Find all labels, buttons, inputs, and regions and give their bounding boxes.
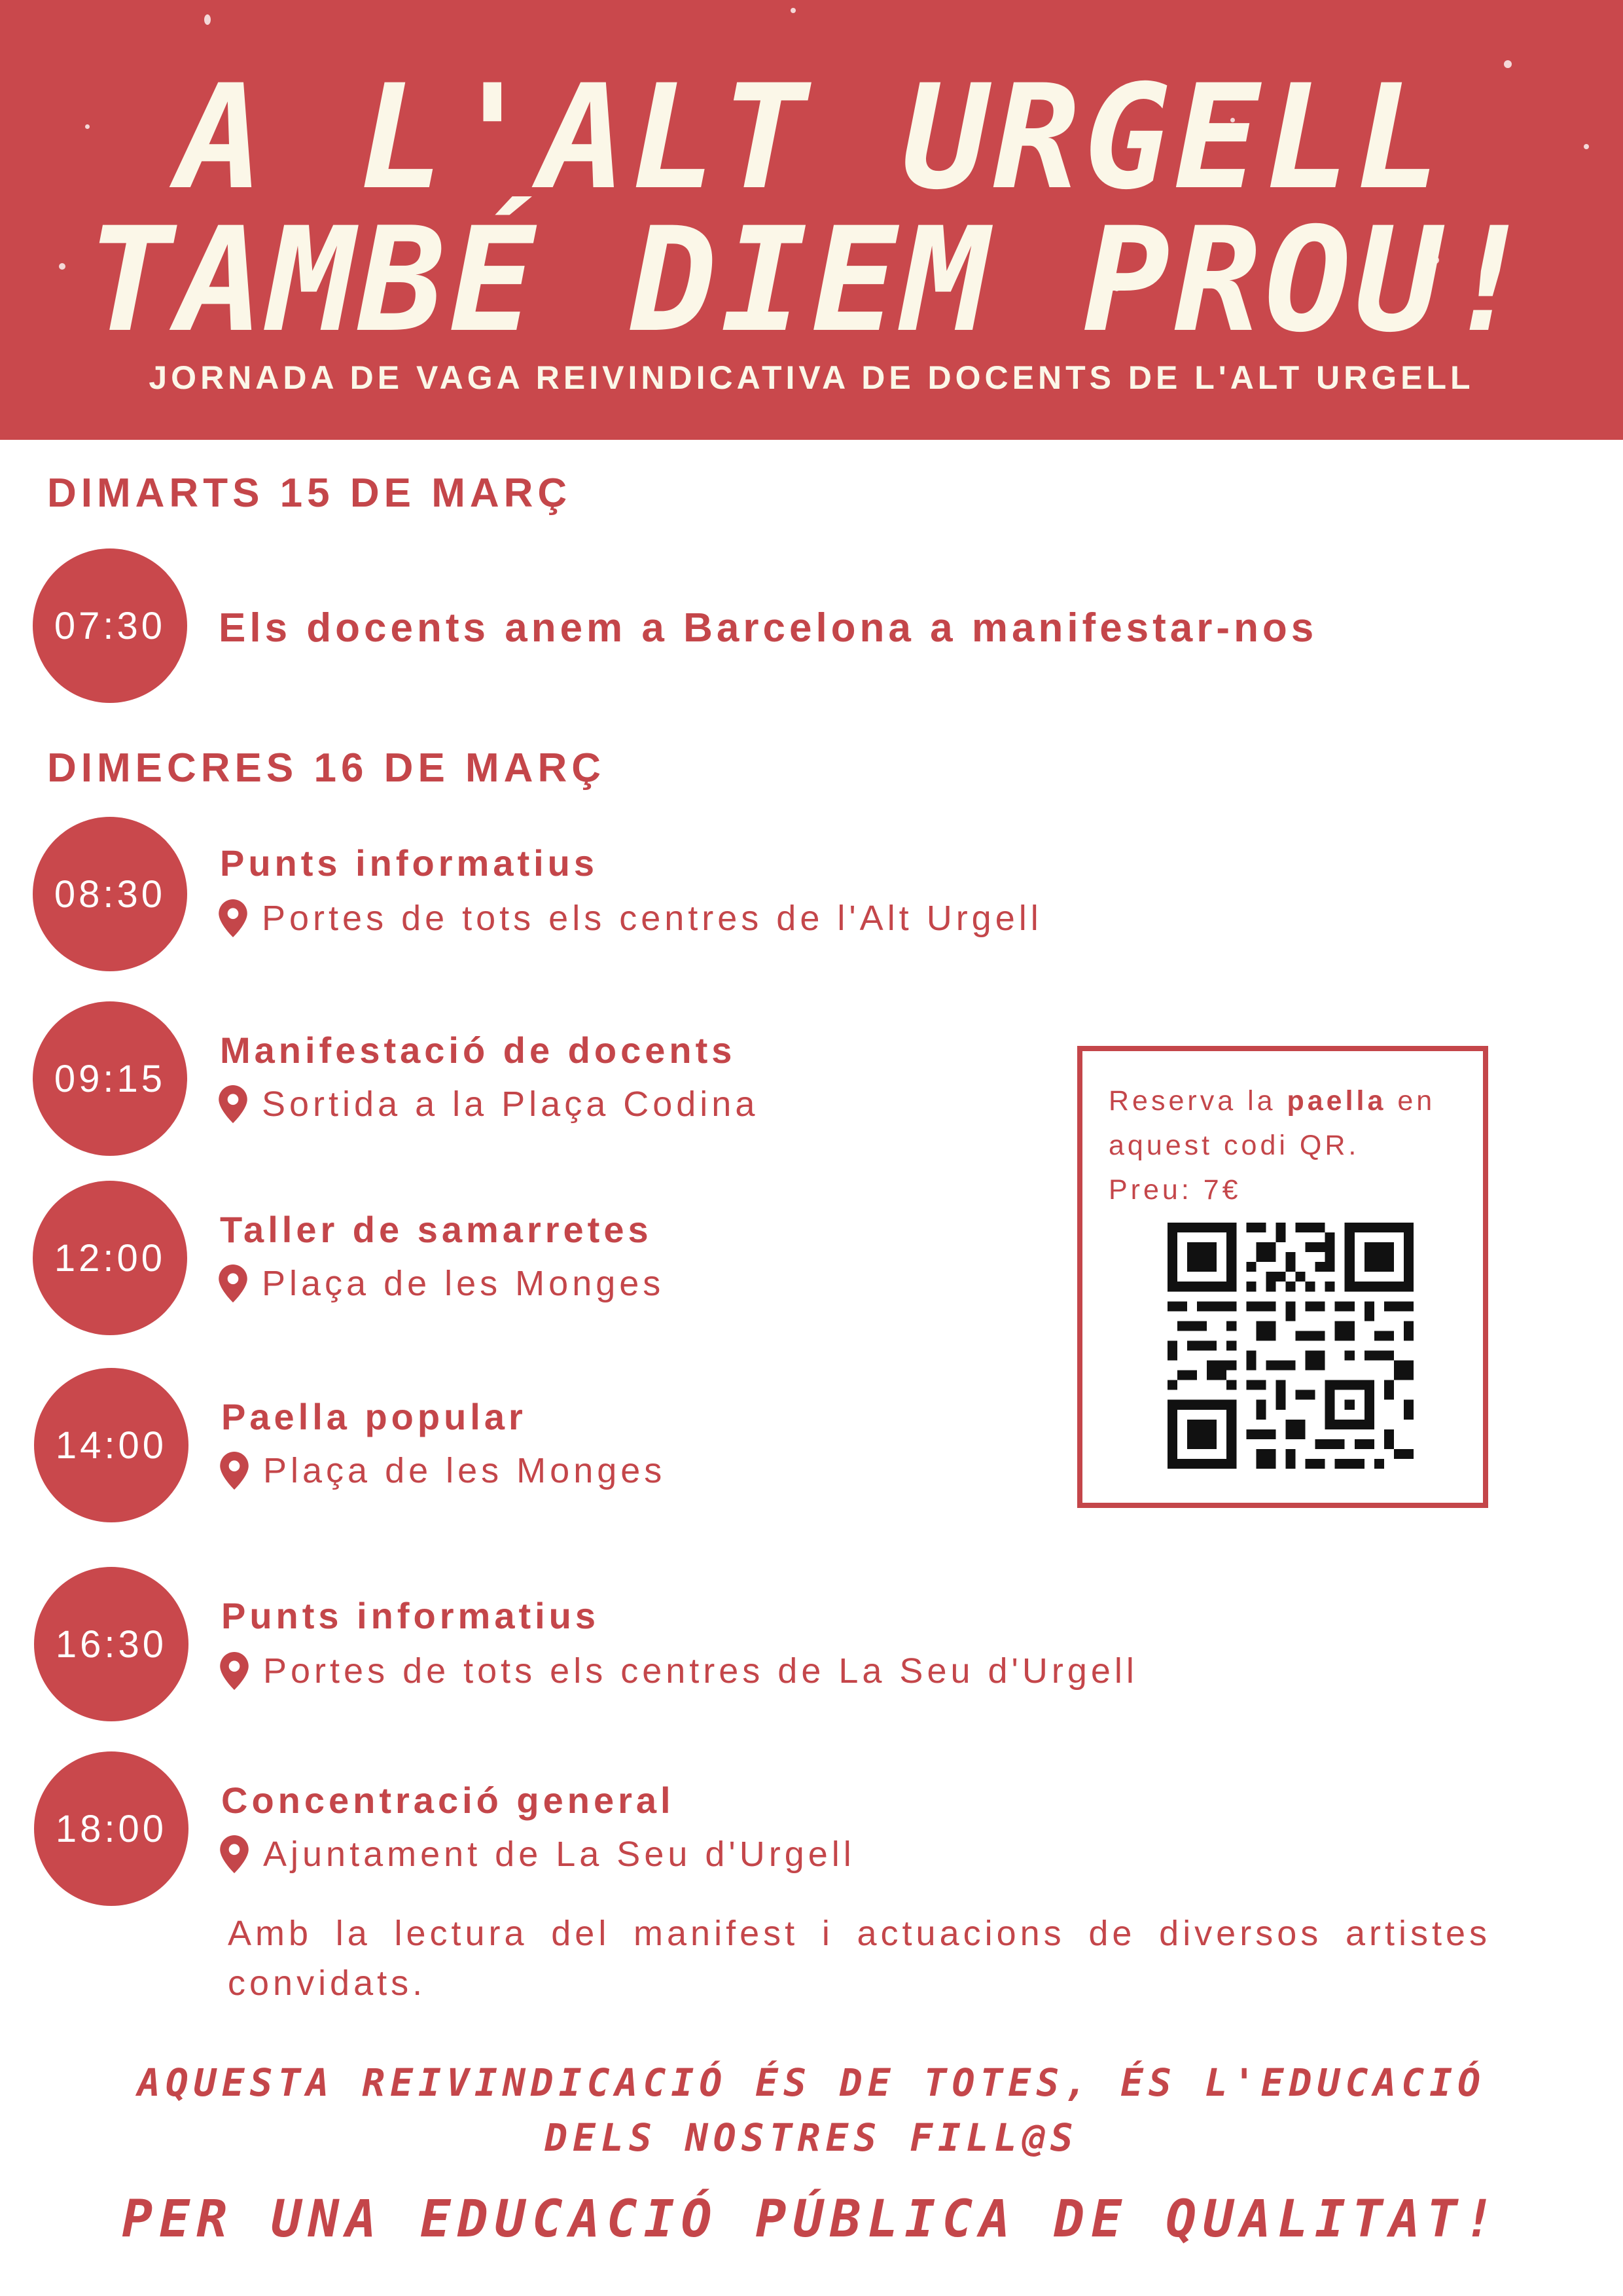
event-title: Punts informatius <box>220 842 599 884</box>
event-location <box>220 1450 666 1491</box>
location-pin-icon <box>220 1652 249 1690</box>
slogan-line-1: AQUESTA REIVINDICACIÓ ÉS DE TOTES, ÉS L'EDUCACIÓ <box>137 2060 1486 2105</box>
event-location <box>220 1834 855 1874</box>
title-line-1: A L'ALT URGELL <box>177 54 1446 221</box>
time-badge: 18:00 <box>34 1751 188 1906</box>
event-note: Amb la lectura del manifest i actuacions de diversos artistes convidats. <box>228 1914 1491 2003</box>
event-location-text: Portes de tots els centres de l'Alt Urgell <box>262 899 1043 938</box>
slogan-line-3: PER UNA EDUCACIÓ PÚBLICA DE QUALITAT! <box>122 2190 1501 2249</box>
event-title: Paella popular <box>221 1396 527 1437</box>
qr-price: Preu: 7€ <box>1109 1174 1241 1206</box>
location-pin-icon <box>219 1265 247 1302</box>
event-location-text: Portes de tots els centres de La Seu d'Urgell <box>263 1651 1138 1691</box>
event-location <box>219 898 1043 939</box>
event-title: Punts informatius <box>221 1595 600 1636</box>
slogan-line-2: DELS NOSTRES FILL@S <box>544 2115 1079 2160</box>
time-badge: 14:00 <box>34 1368 188 1522</box>
event-location <box>219 1263 664 1304</box>
time-badge: 09:15 <box>33 1001 187 1156</box>
qr-reservation-box <box>1077 1046 1488 1508</box>
time-badge: 12:00 <box>33 1181 187 1335</box>
qr-caption-end: en aquest codi QR. <box>1109 1085 1436 1161</box>
location-pin-icon <box>219 899 247 937</box>
event-location-text: Sortida a la Plaça Codina <box>262 1085 759 1124</box>
qr-caption <box>1109 1079 1462 1212</box>
location-pin-icon <box>219 1085 247 1123</box>
header-banner <box>0 0 1623 440</box>
event-title: Taller de samarretes <box>220 1209 652 1250</box>
qr-caption-start: Reserva la <box>1109 1085 1287 1117</box>
time-badge: 16:30 <box>34 1567 188 1721</box>
day-heading-tuesday: DIMARTS 15 DE MARÇ <box>47 471 572 516</box>
location-pin-icon <box>220 1835 249 1873</box>
day-heading-wednesday: DIMECRES 16 DE MARÇ <box>47 745 605 791</box>
qr-code-icon[interactable] <box>1168 1223 1414 1469</box>
event-location-text: Plaça de les Monges <box>263 1451 666 1490</box>
subtitle: JORNADA DE VAGA REIVINDICATIVA DE DOCENTS DE L'ALT URGELL <box>149 359 1474 396</box>
event-location-text: Plaça de les Monges <box>262 1264 665 1303</box>
time-badge: 07:30 <box>33 548 187 703</box>
qr-caption-bold: paella <box>1287 1085 1387 1117</box>
event-title: Concentració general <box>221 1780 675 1821</box>
event-title: Manifestació de docents <box>220 1030 736 1071</box>
event-location <box>219 1084 758 1124</box>
event-location <box>220 1651 1138 1691</box>
event-title: Els docents anem a Barcelona a manifestar-nos <box>219 605 1318 651</box>
location-pin-icon <box>220 1452 249 1490</box>
title-line-2: TAMBÉ DIEM PROU! <box>86 196 1537 364</box>
time-badge: 08:30 <box>33 817 187 971</box>
event-location-text: Ajuntament de La Seu d'Urgell <box>263 1835 855 1874</box>
